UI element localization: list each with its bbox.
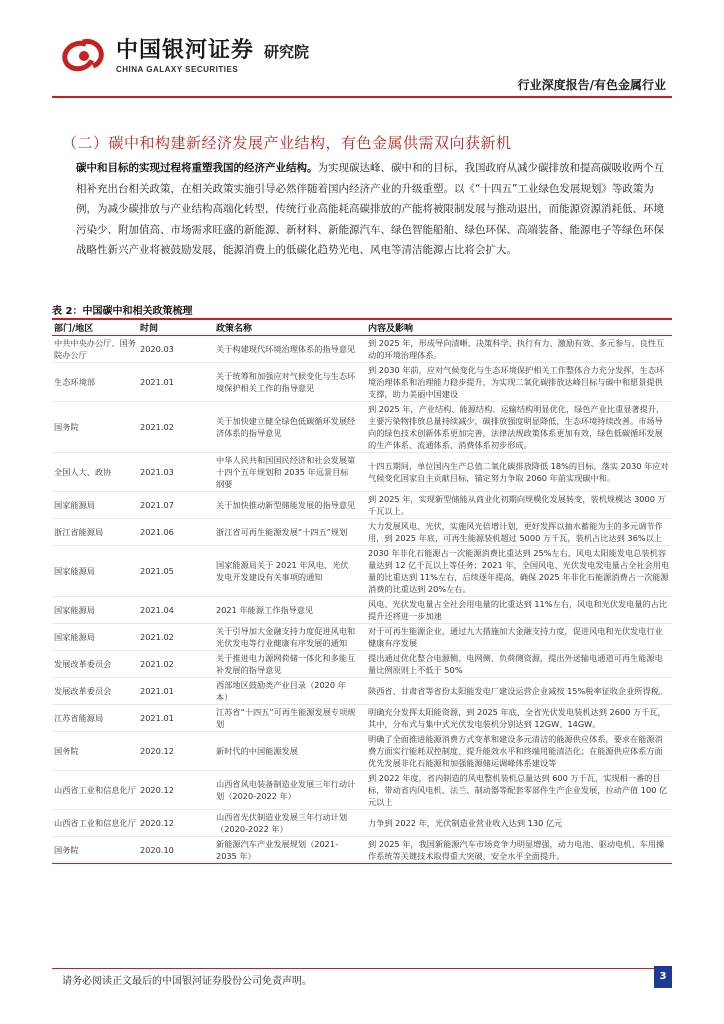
cell-dept: 中共中央办公厅、国务院办公厅 [52,335,138,362]
cell-policy: 关于引导加大金融支持力度促进风电和光伏发电等行业健康有序发展的通知 [214,623,366,650]
footer-disclaimer: 请务必阅读正文最后的中国银河证券股份公司免责声明。 [62,976,312,987]
report-type: 行业深度报告/有色金属行业 [517,78,666,92]
table-row [52,650,672,677]
table-row [52,623,672,650]
page-number: 3 [654,966,672,988]
header-dept: 部门/地区 [52,319,138,335]
cell-dept: 国务院 [52,731,138,770]
paragraph-body: 为实现碳达峰、碳中和的目标，我国政府从减少碳排放和提高碳吸收两个互相补充出台相关政策，在相关政策实施引导必然伴随着国内经济产业的升级重塑。以《“十四五”工业绿色发展规划》等政策为例，为减少碳排放与产业结构高端化转型，传统行业高能耗高碳排放的产能将被限制发展与推动退出，而能源资源消耗低、环境污染少、附加值高、市场需求旺盛的新能源、新材料、新能源汽车、绿色智能船舶、绿色环保、高端装备、能源电子等绿色环保战略性新兴产业将被鼓励发展，能源消费上的低碳化趋势光电、风电等清洁能源占比将会扩大。 [76,162,664,256]
table-row [52,452,672,491]
cell-content: 到 2025 年，我国新能源汽车市场竞争力明显增强，动力电池、驱动电机、车用操作系统等关键技术取得重大突破，安全水平全面提升。 [366,836,672,863]
cell-time: 2021.01 [138,362,214,401]
cell-time: 2020.10 [138,836,214,863]
cell-time: 2021.07 [138,491,214,518]
cell-policy: 中华人民共和国国民经济和社会发展第十四个五年规划和 2035 年远景目标纲要 [214,452,366,491]
table-row [52,836,672,863]
cell-content: 大力发展风电、光伏，实施风光倍增计划，更好发挥以抽水蓄能为主的多元调节作用，到 2025 年底，可再生能源装机超过 5000 万千瓦，装机占比达到 36%以上 [366,518,672,545]
header-policy: 政策名称 [214,319,366,335]
cell-dept: 国家能源局 [52,491,138,518]
cell-dept: 国家能源局 [52,596,138,623]
cell-policy: 国家能源局关于 2021 年风电、光伏发电开发建设有关事项的通知 [214,545,366,596]
table-row [52,704,672,731]
cell-policy: 山西省风电装备制造业发展三年行动计划（2020-2022 年） [214,770,366,809]
body-paragraph [76,158,672,261]
cell-content: 到 2025 年，产业结构、能源结构、运输结构明显优化，绿色产业比重显著提升，主要污染物排放总量持续减少，碳排放强度明显降低，生态环境持续改善。市场导向的绿色技术创新体系更加完善，法律法规政策体系更加有效，绿色低碳循环发展的生产体系、流通体系、消费体系初步形成。 [366,401,672,452]
cell-policy: 关于构建现代环境治理体系的指导意见 [214,335,366,362]
table-caption: 表 2：中国碳中和相关政策梳理 [52,306,193,317]
cell-content: 陕西省、甘肃省等省份太阳能发电厂建设运营企业减按 15%税率征收企业所得税。 [366,677,672,704]
cell-dept: 国家能源局 [52,623,138,650]
cell-content: 2030 年非化石能源占一次能源消费比重达到 25%左右、风电太阳能发电总装机容量达到 12 亿千瓦以上等任务；2021 年，全国风电、光伏发电发电量占全社会用电量的比重达到 11%左右，后续逐年提高，确保 2025 年非化石能源消费占一次能源消费的比重达到 20%左右。 [366,545,672,596]
page-header [0,0,724,100]
cell-content: 力争到 2022 年，光伏制造业营业收入达到 130 亿元 [366,809,672,836]
header-content: 内容及影响 [366,319,672,335]
cell-time: 2020.12 [138,770,214,809]
cell-time: 2021.06 [138,518,214,545]
cell-time: 2021.01 [138,704,214,731]
table-header-row [52,319,672,335]
cell-policy: 新能源汽车产业发展规划（2021-2035 年） [214,836,366,863]
table-row [52,677,672,704]
table-row [52,809,672,836]
header-time: 时间 [138,319,214,335]
cell-policy: 关于加快建立健全绿色低碳循环发展经济体系的指导意见 [214,401,366,452]
cell-policy: 关于统筹和加强应对气候变化与生态环境保护相关工作的指导意见 [214,362,366,401]
cell-content: 十四五期间，单位国内生产总值二氧化碳排放降低 18%的目标，落实 2030 年应对气候变化国家自主贡献目标，锚定努力争取 2060 年前实现碳中和。 [366,452,672,491]
brand-name-cn: 中国银河证券 [116,37,255,63]
cell-content: 到 2025 年，形成导向清晰、决策科学、执行有力、激励有效、多元参与、良性互动的环境治理体系。 [366,335,672,362]
footer-divider [52,968,672,969]
section-title: （二）碳中和构建新经济发展产业结构，有色金属供需双向获新机 [62,134,512,152]
cell-time: 2020.12 [138,809,214,836]
cell-dept: 国家能源局 [52,545,138,596]
cell-dept: 发展改革委员会 [52,650,138,677]
cell-dept: 国务院 [52,401,138,452]
cell-dept: 江苏省能源局 [52,704,138,731]
cell-policy: 西部地区鼓励类产业目录（2020 年本） [214,677,366,704]
cell-policy: 关于加快推动新型储能发展的指导意见 [214,491,366,518]
table-row [52,596,672,623]
cell-policy: 山西省光伏制造业发展三年行动计划（2020-2022 年） [214,809,366,836]
cell-content: 提出通过优化整合电源侧、电网侧、负荷侧资源，提出外送输电通道可再生能源电量比例原则上不低于 50% [366,650,672,677]
brand-name-en: CHINA GALAXY SECURITIES [116,64,239,74]
cell-policy: 江苏省“十四五”可再生能源发展专项规划 [214,704,366,731]
cell-time: 2021.03 [138,452,214,491]
cell-dept: 山西省工业和信息化厅 [52,770,138,809]
cell-content: 风电、光伏发电量占全社会用电量的比重达到 11%左右，风电和光伏发电量的占比提升还将进一步加速 [366,596,672,623]
cell-dept: 山西省工业和信息化厅 [52,809,138,836]
cell-content: 明确充分发挥太阳能资源，到 2025 年底，全省光伏发电装机达到 2600 万千瓦，其中，分布式与集中式光伏发电装机分别达到 12GW、14GW。 [366,704,672,731]
institute-label: 研究院 [264,42,310,61]
cell-dept: 生态环境部 [52,362,138,401]
table-row [52,518,672,545]
cell-content: 对于可再生能源企业，通过九大措施加大金融支持力度，促进风电和光伏发电行业健康有序发展 [366,623,672,650]
table-row [52,770,672,809]
galaxy-logo-icon [62,33,108,79]
cell-time: 2021.05 [138,545,214,596]
table-row [52,362,672,401]
cell-content: 到 2022 年度，省内制造的风电整机装机总量达到 600 万千瓦，实现相一番的目标，带动省内风电机、法兰、制动器等配套零部件生产企业发展，拉动产值 100 亿元以上 [366,770,672,809]
cell-time: 2021.02 [138,650,214,677]
cell-time: 2020.03 [138,335,214,362]
brand-logo [62,33,309,79]
cell-time: 2021.04 [138,596,214,623]
policy-table [52,318,672,864]
cell-dept: 全国人大、政协 [52,452,138,491]
cell-dept: 浙江省能源局 [52,518,138,545]
cell-policy: 浙江省可再生能源发展“十四五”规划 [214,518,366,545]
cell-policy: 2021 年能源工作指导意见 [214,596,366,623]
cell-content: 到 2030 年前，应对气候变化与生态环境保护相关工作整体合力充分发挥，生态环境治理体系和治理能力稳步提升，为实现二氧化碳排放达峰目标与碳中和愿景提供支撑，助力美丽中国建设 [366,362,672,401]
cell-policy: 新时代的中国能源发展 [214,731,366,770]
cell-content: 到 2025 年，实现新型储能从商业化初期向规模化发展转变，装机规模达 3000 万千瓦以上。 [366,491,672,518]
cell-time: 2020.12 [138,731,214,770]
table-row [52,731,672,770]
cell-time: 2021.02 [138,623,214,650]
header-divider [52,96,672,98]
paragraph-lead: 碳中和目标的实现过程将重塑我国的经济产业结构。 [76,162,318,174]
cell-dept: 国务院 [52,836,138,863]
table-row [52,401,672,452]
cell-dept: 发展改革委员会 [52,677,138,704]
cell-time: 2021.01 [138,677,214,704]
table-row [52,335,672,362]
cell-content: 明确了全面推进能源消费方式变革和建设多元清洁的能源供应体系，要求在能源消费方面实行能耗双控制度、提升能效水平和终端用能清洁化；在能源供应体系方面优先发展非化石能源和加强能源储运调峰体系建设等 [366,731,672,770]
cell-policy: 关于推进电力源网荷储一体化和多能互补发展的指导意见 [214,650,366,677]
table-row [52,491,672,518]
table-row [52,545,672,596]
cell-time: 2021.02 [138,401,214,452]
